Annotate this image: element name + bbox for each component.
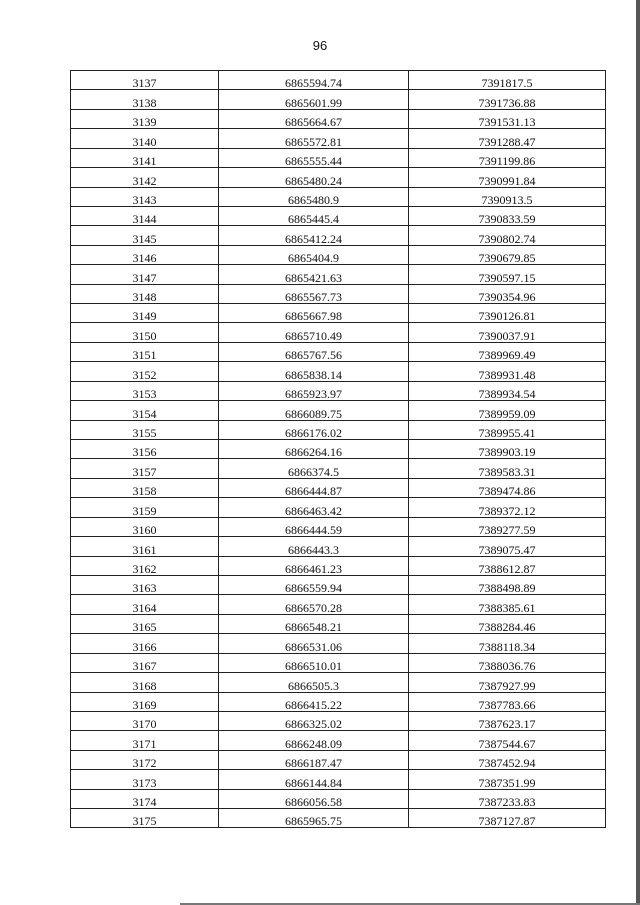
x-coordinate-cell: 6865404.9 (219, 245, 409, 264)
x-coordinate-cell: 6865555.44 (219, 148, 409, 167)
x-coordinate-cell: 6866463.42 (219, 498, 409, 517)
coordinates-table-body (71, 71, 606, 828)
point-number-cell: 3158 (71, 478, 219, 497)
x-coordinate-cell: 6866187.47 (219, 750, 409, 769)
x-coordinate-cell: 6866505.3 (219, 673, 409, 692)
y-coordinate-cell: 7389372.12 (409, 498, 606, 517)
table-row (71, 692, 606, 711)
x-coordinate-cell: 6865838.14 (219, 362, 409, 381)
y-coordinate-cell: 7389969.49 (409, 342, 606, 361)
y-coordinate-cell: 7387927.99 (409, 673, 606, 692)
x-coordinate-cell: 6866548.21 (219, 614, 409, 633)
x-coordinate-cell: 6865572.81 (219, 129, 409, 148)
x-coordinate-cell: 6866374.5 (219, 459, 409, 478)
point-number-cell: 3153 (71, 381, 219, 400)
y-coordinate-cell: 7390833.59 (409, 206, 606, 225)
y-coordinate-cell: 7389931.48 (409, 362, 606, 381)
x-coordinate-cell: 6866444.59 (219, 517, 409, 536)
point-number-cell: 3143 (71, 187, 219, 206)
y-coordinate-cell: 7389903.19 (409, 440, 606, 459)
x-coordinate-cell: 6866570.28 (219, 595, 409, 614)
table-row (71, 206, 606, 225)
table-row (71, 770, 606, 789)
point-number-cell: 3146 (71, 245, 219, 264)
table-row (71, 789, 606, 808)
x-coordinate-cell: 6865412.24 (219, 226, 409, 245)
point-number-cell: 3162 (71, 556, 219, 575)
point-number-cell: 3166 (71, 634, 219, 653)
table-row (71, 284, 606, 303)
table-row (71, 109, 606, 128)
table-row (71, 653, 606, 672)
x-coordinate-cell: 6865594.74 (219, 71, 409, 90)
y-coordinate-cell: 7387544.67 (409, 731, 606, 750)
y-coordinate-cell: 7389934.54 (409, 381, 606, 400)
table-row (71, 304, 606, 323)
y-coordinate-cell: 7388284.46 (409, 614, 606, 633)
point-number-cell: 3148 (71, 284, 219, 303)
point-number-cell: 3172 (71, 750, 219, 769)
table-row (71, 556, 606, 575)
y-coordinate-cell: 7390354.96 (409, 284, 606, 303)
point-number-cell: 3161 (71, 537, 219, 556)
table-row (71, 420, 606, 439)
point-number-cell: 3142 (71, 168, 219, 187)
y-coordinate-cell: 7390037.91 (409, 323, 606, 342)
x-coordinate-cell: 6866443.3 (219, 537, 409, 556)
point-number-cell: 3169 (71, 692, 219, 711)
point-number-cell: 3149 (71, 304, 219, 323)
y-coordinate-cell: 7391288.47 (409, 129, 606, 148)
y-coordinate-cell: 7387452.94 (409, 750, 606, 769)
table-row (71, 226, 606, 245)
x-coordinate-cell: 6865767.56 (219, 342, 409, 361)
point-number-cell: 3170 (71, 711, 219, 730)
x-coordinate-cell: 6865965.75 (219, 809, 409, 828)
y-coordinate-cell: 7388036.76 (409, 653, 606, 672)
point-number-cell: 3165 (71, 614, 219, 633)
table-row (71, 478, 606, 497)
table-row (71, 362, 606, 381)
y-coordinate-cell: 7389583.31 (409, 459, 606, 478)
y-coordinate-cell: 7390991.84 (409, 168, 606, 187)
y-coordinate-cell: 7387233.83 (409, 789, 606, 808)
point-number-cell: 3156 (71, 440, 219, 459)
point-number-cell: 3168 (71, 673, 219, 692)
point-number-cell: 3167 (71, 653, 219, 672)
table-row (71, 731, 606, 750)
table-row (71, 498, 606, 517)
table-row (71, 342, 606, 361)
point-number-cell: 3154 (71, 401, 219, 420)
y-coordinate-cell: 7387623.17 (409, 711, 606, 730)
x-coordinate-cell: 6865601.99 (219, 90, 409, 109)
y-coordinate-cell: 7390597.15 (409, 265, 606, 284)
y-coordinate-cell: 7387783.66 (409, 692, 606, 711)
page-number: 96 (312, 38, 328, 53)
x-coordinate-cell: 6866264.16 (219, 440, 409, 459)
point-number-cell: 3138 (71, 90, 219, 109)
x-coordinate-cell: 6866248.09 (219, 731, 409, 750)
x-coordinate-cell: 6866444.87 (219, 478, 409, 497)
table-row (71, 459, 606, 478)
x-coordinate-cell: 6865923.97 (219, 381, 409, 400)
y-coordinate-cell: 7388118.34 (409, 634, 606, 653)
table-row (71, 323, 606, 342)
y-coordinate-cell: 7391736.88 (409, 90, 606, 109)
y-coordinate-cell: 7391531.13 (409, 109, 606, 128)
table-row (71, 711, 606, 730)
point-number-cell: 3155 (71, 420, 219, 439)
point-number-cell: 3171 (71, 731, 219, 750)
x-coordinate-cell: 6866415.22 (219, 692, 409, 711)
y-coordinate-cell: 7387351.99 (409, 770, 606, 789)
point-number-cell: 3157 (71, 459, 219, 478)
x-coordinate-cell: 6865480.24 (219, 168, 409, 187)
point-number-cell: 3144 (71, 206, 219, 225)
point-number-cell: 3163 (71, 575, 219, 594)
y-coordinate-cell: 7389474.86 (409, 478, 606, 497)
x-coordinate-cell: 6865664.67 (219, 109, 409, 128)
x-coordinate-cell: 6865480.9 (219, 187, 409, 206)
y-coordinate-cell: 7389075.47 (409, 537, 606, 556)
y-coordinate-cell: 7388385.61 (409, 595, 606, 614)
y-coordinate-cell: 7388612.87 (409, 556, 606, 575)
x-coordinate-cell: 6866056.58 (219, 789, 409, 808)
table-row (71, 129, 606, 148)
x-coordinate-cell: 6866144.84 (219, 770, 409, 789)
y-coordinate-cell: 7389955.41 (409, 420, 606, 439)
y-coordinate-cell: 7390802.74 (409, 226, 606, 245)
point-number-cell: 3173 (71, 770, 219, 789)
table-row (71, 595, 606, 614)
x-coordinate-cell: 6866461.23 (219, 556, 409, 575)
table-row (71, 634, 606, 653)
table-row (71, 614, 606, 633)
table-row (71, 381, 606, 400)
point-number-cell: 3159 (71, 498, 219, 517)
table-row (71, 401, 606, 420)
point-number-cell: 3147 (71, 265, 219, 284)
point-number-cell: 3151 (71, 342, 219, 361)
table-row (71, 517, 606, 536)
point-number-cell: 3175 (71, 809, 219, 828)
table-row (71, 168, 606, 187)
x-coordinate-cell: 6865421.63 (219, 265, 409, 284)
y-coordinate-cell: 7390126.81 (409, 304, 606, 323)
x-coordinate-cell: 6865567.73 (219, 284, 409, 303)
point-number-cell: 3137 (71, 71, 219, 90)
y-coordinate-cell: 7389959.09 (409, 401, 606, 420)
point-number-cell: 3141 (71, 148, 219, 167)
x-coordinate-cell: 6866531.06 (219, 634, 409, 653)
point-number-cell: 3152 (71, 362, 219, 381)
x-coordinate-cell: 6866510.01 (219, 653, 409, 672)
x-coordinate-cell: 6866325.02 (219, 711, 409, 730)
point-number-cell: 3140 (71, 129, 219, 148)
table-row (71, 245, 606, 264)
point-number-cell: 3164 (71, 595, 219, 614)
scan-edge-right (636, 0, 640, 905)
y-coordinate-cell: 7387127.87 (409, 809, 606, 828)
x-coordinate-cell: 6866089.75 (219, 401, 409, 420)
table-row (71, 809, 606, 828)
point-number-cell: 3139 (71, 109, 219, 128)
y-coordinate-cell: 7389277.59 (409, 517, 606, 536)
x-coordinate-cell: 6865445.4 (219, 206, 409, 225)
point-number-cell: 3145 (71, 226, 219, 245)
y-coordinate-cell: 7391199.86 (409, 148, 606, 167)
point-number-cell: 3160 (71, 517, 219, 536)
table-row (71, 148, 606, 167)
x-coordinate-cell: 6866559.94 (219, 575, 409, 594)
table-row (71, 575, 606, 594)
table-row (71, 187, 606, 206)
point-number-cell: 3174 (71, 789, 219, 808)
y-coordinate-cell: 7390913.5 (409, 187, 606, 206)
coordinates-table (70, 70, 606, 828)
x-coordinate-cell: 6866176.02 (219, 420, 409, 439)
table-row (71, 537, 606, 556)
x-coordinate-cell: 6865667.98 (219, 304, 409, 323)
table-row (71, 750, 606, 769)
y-coordinate-cell: 7388498.89 (409, 575, 606, 594)
y-coordinate-cell: 7391817.5 (409, 71, 606, 90)
table-row (71, 265, 606, 284)
x-coordinate-cell: 6865710.49 (219, 323, 409, 342)
table-row (71, 440, 606, 459)
table-row (71, 71, 606, 90)
table-row (71, 673, 606, 692)
y-coordinate-cell: 7390679.85 (409, 245, 606, 264)
point-number-cell: 3150 (71, 323, 219, 342)
table-row (71, 90, 606, 109)
